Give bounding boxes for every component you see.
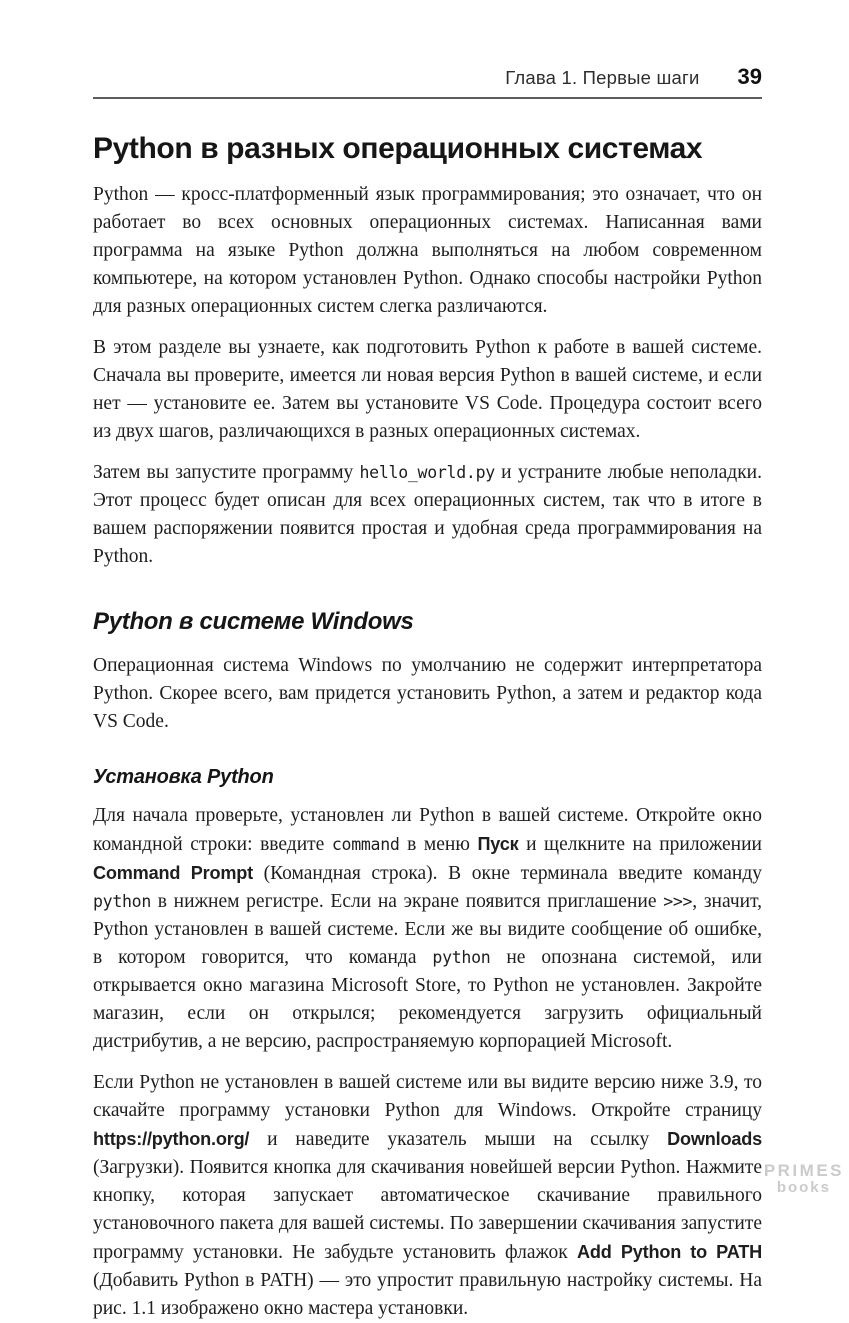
inline-code: hello_world.py — [359, 463, 495, 482]
watermark-line1: PRIMES — [763, 1161, 844, 1180]
inline-code: command — [331, 835, 400, 854]
ui-label: https://python.org/ — [93, 1129, 250, 1149]
section-title: Python в разных операционных системах — [93, 132, 703, 165]
text-run: (Загрузки). Появится кнопка для скачивания новейшей версии Python. Нажмите кнопку, которая запускает автоматическое скачивание правильного установочного пакета для вашей системы. По завершении скачивания запустите программу установки. Не забудьте установить флажок — [93, 1157, 762, 1263]
publisher-watermark — [764, 1162, 844, 1195]
paragraph-intro — [93, 181, 762, 321]
header-divider — [93, 97, 762, 99]
text-run: и щелкните на приложении — [518, 834, 762, 855]
paragraph-overview — [93, 334, 762, 446]
text-run: (Добавить Python в PATH) — это упростит правильную настройку системы. На рис. 1.1 изображено окно мастера установки. — [93, 1270, 762, 1319]
ui-label: Command Prompt — [93, 863, 254, 883]
ui-label: Пуск — [477, 834, 519, 854]
subsection-heading-windows: Python в системе Windows — [93, 608, 414, 635]
paragraph-download-python — [93, 1069, 762, 1323]
text-run: и устраните любые неполадки. Этот процесс будет описан для всех операционных систем, так что в итоге в вашем распоряжении появится простая и удобная среда программирования на Python. — [93, 462, 762, 567]
inline-code: python — [93, 892, 152, 911]
ui-label: Add Python to PATH — [577, 1242, 762, 1262]
text-run: в меню — [399, 834, 478, 855]
inline-code: >>> — [663, 892, 693, 911]
paragraph-check-python — [93, 802, 762, 1056]
text-run: и наведите указатель мыши на ссылку — [249, 1129, 668, 1150]
text-run: Для начала проверьте, установлен ли Python в вашей системе. Откройте окно командной строки: введите — [93, 805, 762, 855]
page-number: 39 — [737, 64, 762, 89]
text-run: Если Python не установлен в вашей системе или вы видите версию ниже 3.9, то скачайте программу установки Python для Windows. Откройте страницу — [93, 1072, 762, 1121]
text-run: Операционная система Windows по умолчанию не содержит интерпретатора Python. Скорее всего, вам придется установить Python, а затем и редактор кода VS Code. — [93, 655, 762, 732]
paragraph-windows-intro — [93, 652, 762, 736]
inline-code: python — [432, 948, 491, 967]
page-header — [93, 64, 762, 90]
text-run: (Командная строка). В окне терминала введите команду — [253, 863, 762, 884]
text-run: В этом разделе вы узнаете, как подготовить Python к работе в вашей системе. Сначала вы проверите, имеется ли новая версия Python в вашей системе, и если нет — установите ее. Затем вы установите VS Code. Процедура состоит всего из двух шагов, различающихся в разных операционных системах. — [93, 337, 762, 442]
ui-label: Downloads — [667, 1129, 762, 1149]
text-run: в нижнем регистре. Если на экране появится приглашение — [151, 891, 664, 912]
watermark-line2: books — [776, 1179, 831, 1196]
subsubsection-heading-install: Установка Python — [93, 766, 274, 788]
text-run: , значит, Python установлен в вашей системе. Если же вы видите сообщение об ошибке, в котором говорится, что команда — [93, 891, 762, 968]
text-run: Затем вы запустите программу — [93, 462, 360, 483]
text-run: не опознана системой, или открывается окно магазина Microsoft Store, то Python не установлен. Закройте магазин, если он открылся; рекомендуется загрузить официальный дистрибутив, а не версию, распространяемую корпорацией Microsoft. — [93, 947, 762, 1052]
chapter-title: Глава 1. Первые шаги — [505, 67, 700, 88]
text-run: Python — кросс-платформенный язык программирования; это означает, что он работает во всех основных операционных системах. Написанная вами программа на языке Python должна выполняться на любом современном компьютере, на котором установлен Python. Однако способы настройки Python для разных операционных систем слегка различаются. — [93, 184, 762, 317]
paragraph-hello-world — [93, 459, 762, 571]
